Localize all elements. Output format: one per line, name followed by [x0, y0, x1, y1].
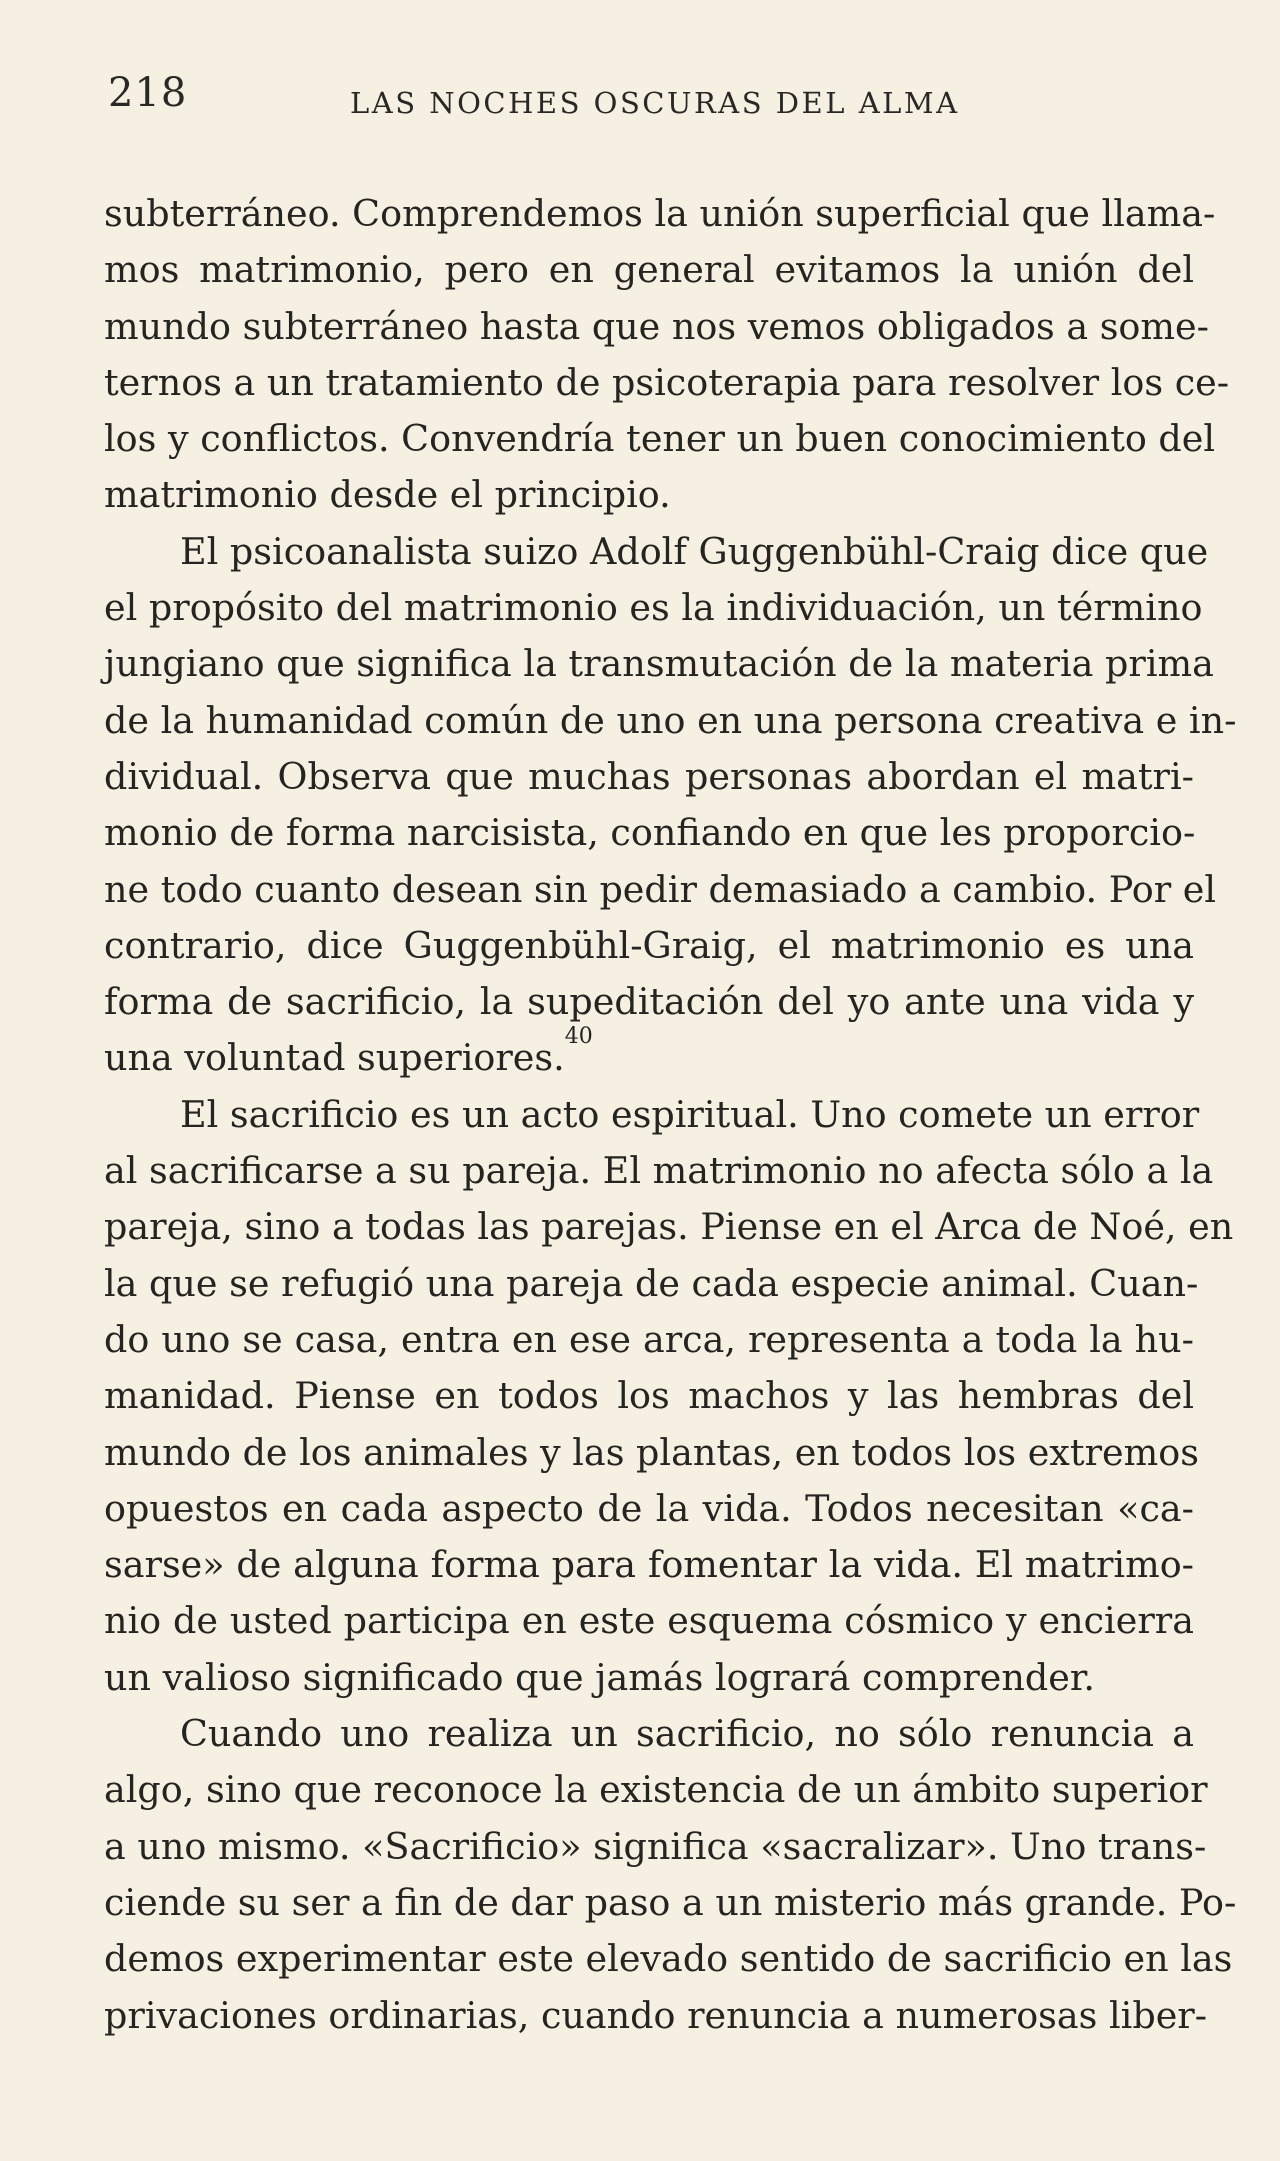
- text-line: mundo de los animales y las plantas, en todos los extremos: [104, 1430, 1199, 1474]
- text-line: Cuando uno realiza un sacrificio, no sólo renuncia a: [180, 1712, 1194, 1756]
- text-line: ne todo cuanto desean sin pedir demasiado a cambio. Por el: [104, 867, 1217, 911]
- text-line: matrimonio desde el principio.: [104, 473, 671, 517]
- paragraph-3: [104, 1087, 1234, 1706]
- text-line: al sacrificarse a su pareja. El matrimonio no afecta sólo a la: [104, 1149, 1214, 1193]
- text-line: subterráneo. Comprendemos la unión superficial que llama-: [104, 192, 1216, 235]
- text-line: opuestos en cada aspecto de la vida. Todos necesitan «ca-: [104, 1486, 1194, 1530]
- running-head: LAS NOCHES OSCURAS DEL ALMA: [350, 86, 960, 120]
- text-line: la que se refugió una pareja de cada especie animal. Cuan-: [104, 1261, 1199, 1305]
- text-line: manidad. Piense en todos los machos y las hembras del: [104, 1374, 1194, 1418]
- paragraph-4: [104, 1706, 1237, 2044]
- text-line: do uno se casa, entra en ese arca, representa a toda la hu-: [104, 1317, 1194, 1361]
- footnote-reference[interactable]: 40: [564, 1024, 593, 1050]
- text-line: de la humanidad común de uno en una persona creativa e in-: [104, 698, 1237, 742]
- text-line: jungiano que significa la transmutación de la materia prima: [104, 642, 1214, 686]
- text-line: un valioso significado que jamás logrará comprender.: [104, 1655, 1095, 1699]
- paragraph-1: [104, 186, 1230, 524]
- text-line: forma de sacrificio, la supeditación del yo ante una vida y: [104, 980, 1194, 1024]
- text-line: los y conflictos. Convendría tener un buen conocimiento del: [104, 417, 1216, 461]
- page-number: 218: [108, 70, 188, 116]
- page-header: [108, 70, 1172, 130]
- body-text: [104, 186, 1237, 2044]
- text-line: El psicoanalista suizo Adolf Guggenbühl-Craig dice que: [180, 529, 1209, 573]
- text-line: contrario, dice Guggenbühl-Graig, el matrimonio es una: [104, 923, 1194, 967]
- text-line: ciende su ser a fin de dar paso a un misterio más grande. Po-: [104, 1880, 1237, 1924]
- text-line: pareja, sino a todas las parejas. Piense en el Arca de Noé, en: [104, 1205, 1234, 1249]
- text-line: privaciones ordinarias, cuando renuncia a numerosas liber-: [104, 1993, 1208, 2037]
- text-line: a uno mismo. «Sacrificio» significa «sacralizar». Uno trans-: [104, 1824, 1207, 1868]
- paragraph-2: [104, 524, 1237, 1087]
- text-line: ternos a un tratamiento de psicoterapia para resolver los ce-: [104, 360, 1230, 404]
- text-line: el propósito del matrimonio es la individuación, un término: [104, 586, 1203, 630]
- text-line: nio de usted participa en este esquema cósmico y encierra: [104, 1599, 1194, 1643]
- text-line: El sacrificio es un acto espiritual. Uno comete un error: [180, 1092, 1200, 1136]
- text-line: sarse» de alguna forma para fomentar la vida. El matrimo-: [104, 1543, 1194, 1587]
- text-line: monio de forma narcisista, confiando en que les proporcio-: [104, 811, 1196, 855]
- text-line: una voluntad superiores.: [104, 1036, 565, 1080]
- text-line: demos experimentar este elevado sentido de sacrificio en las: [104, 1937, 1233, 1981]
- text-line: algo, sino que reconoce la existencia de un ámbito superior: [104, 1768, 1208, 1812]
- text-line: mundo subterráneo hasta que nos vemos obligados a some-: [104, 304, 1209, 348]
- text-line: dividual. Observa que muchas personas abordan el matri-: [104, 754, 1194, 798]
- text-line: mos matrimonio, pero en general evitamos la unión del: [104, 248, 1194, 292]
- text-line-with-footnote: [104, 1024, 1194, 1086]
